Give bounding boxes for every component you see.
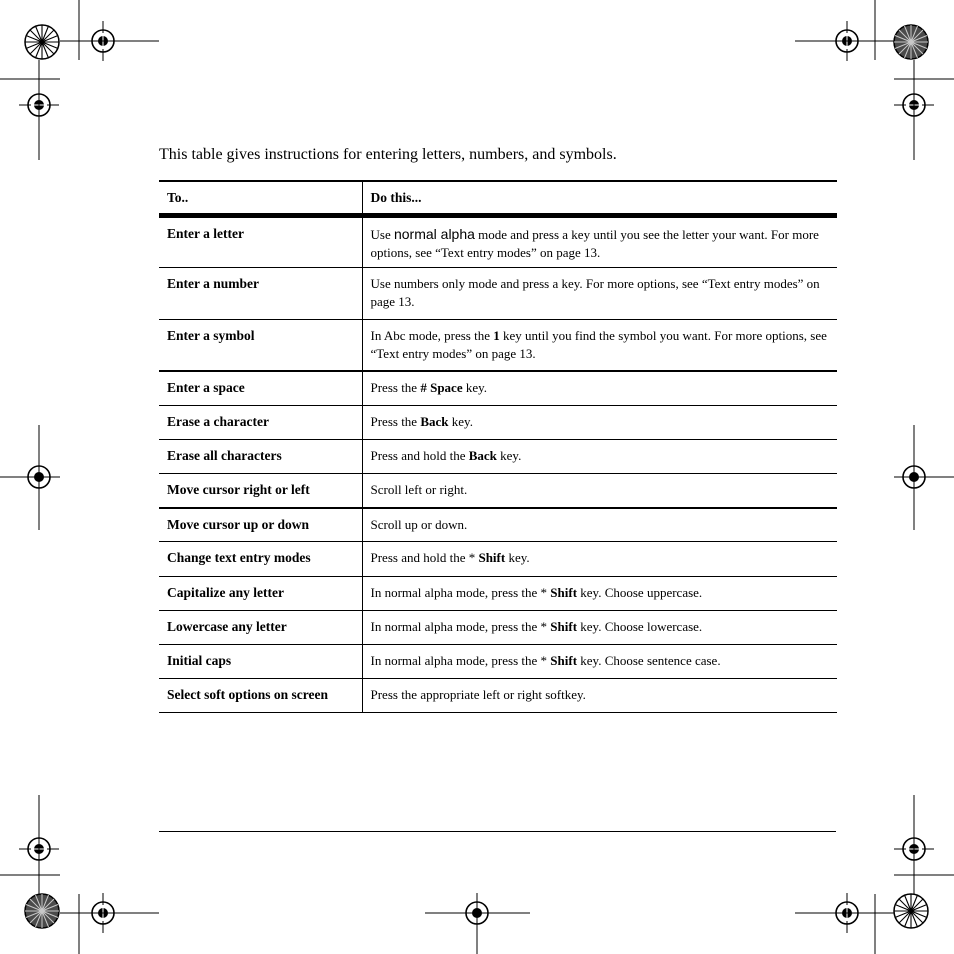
task-cell: Lowercase any letter [159, 610, 362, 644]
instruction-text: key. [462, 380, 488, 395]
instruction-cell [362, 645, 837, 679]
instruction-text: Press the appropriate left or right softkey. [370, 687, 586, 703]
instruction-cell [362, 267, 837, 319]
table-row [159, 576, 837, 610]
instruction-text: In Abc mode, press the [370, 327, 494, 343]
table-row [159, 319, 837, 371]
key-name: Back [420, 413, 449, 429]
instruction-text: In normal alpha mode, press the * [370, 584, 551, 600]
instruction-text: key until you find the symbol you want. For more options, see “Text entry modes” on page 13. [370, 327, 827, 361]
instruction-cell [362, 508, 837, 542]
table-row [159, 439, 837, 473]
task-cell: Erase a character [159, 405, 362, 439]
instruction-text: Use [370, 226, 394, 242]
instruction-text: Use numbers only mode and press a key. For more options, see “Text entry modes” on page 13. [370, 275, 820, 309]
key-name: 1 [493, 327, 500, 343]
instruction-text: mode and press a key until you see the letter your want. For more options, see “Text entry modes” on page 13. [370, 226, 819, 260]
task-cell: Select soft options on screen [159, 679, 362, 713]
table-row [159, 371, 837, 405]
instruction-cell [362, 371, 837, 405]
task-cell: Move cursor up or down [159, 508, 362, 542]
mode-name: normal alpha [393, 225, 475, 242]
table-row [159, 679, 837, 713]
table-row [159, 215, 837, 267]
footer-rule [159, 831, 836, 832]
task-cell: Capitalize any letter [159, 576, 362, 610]
column-header-do-this: Do this... [362, 181, 837, 215]
key-name: Back [468, 447, 497, 463]
key-name: # Space [420, 380, 463, 395]
instruction-cell [362, 679, 837, 713]
intro-text: This table gives instructions for entering letters, numbers, and symbols. [159, 146, 617, 163]
instruction-cell [362, 576, 837, 610]
key-name: Shift [550, 584, 578, 600]
table-row [159, 542, 837, 576]
instruction-text: key. Choose sentence case. [577, 653, 721, 668]
task-cell: Erase all characters [159, 439, 362, 473]
table-row [159, 610, 837, 644]
instruction-cell [362, 319, 837, 371]
instruction-text: Press the [370, 413, 421, 429]
instruction-text: In normal alpha mode, press the * [370, 618, 551, 634]
table-row [159, 645, 837, 679]
task-cell: Move cursor right or left [159, 474, 362, 508]
instruction-text: key. Choose lowercase. [577, 618, 703, 634]
instruction-cell [362, 215, 837, 267]
instruction-text: Scroll left or right. [370, 482, 468, 498]
instruction-text: Scroll up or down. [370, 516, 468, 532]
table-row [159, 508, 837, 542]
instruction-cell [362, 439, 837, 473]
table-row [159, 405, 837, 439]
task-cell: Enter a symbol [159, 319, 362, 371]
instruction-text: key. Choose uppercase. [577, 584, 703, 600]
table-row [159, 267, 837, 319]
task-cell: Enter a letter [159, 215, 362, 267]
key-name: Shift [478, 550, 506, 566]
instruction-text: In normal alpha mode, press the * [370, 653, 551, 668]
instruction-text: Press and hold the * [370, 550, 479, 566]
task-cell: Initial caps [159, 645, 362, 679]
instruction-cell [362, 542, 837, 576]
column-header-to: To.. [159, 181, 362, 215]
key-name: Shift [550, 653, 578, 668]
task-cell: Enter a number [159, 267, 362, 319]
table-row [159, 474, 837, 508]
instruction-text: Press and hold the [370, 447, 469, 463]
instruction-cell [362, 405, 837, 439]
task-cell: Enter a space [159, 371, 362, 405]
key-name: Shift [550, 618, 578, 634]
instruction-text: Press the [370, 380, 421, 395]
instruction-text: key. [496, 447, 522, 463]
instruction-text: key. [505, 550, 530, 566]
text-entry-instructions-table [159, 180, 837, 713]
instruction-text: key. [448, 413, 473, 429]
instruction-cell [362, 474, 837, 508]
task-cell: Change text entry modes [159, 542, 362, 576]
table-header-row [159, 181, 837, 215]
instruction-cell [362, 610, 837, 644]
